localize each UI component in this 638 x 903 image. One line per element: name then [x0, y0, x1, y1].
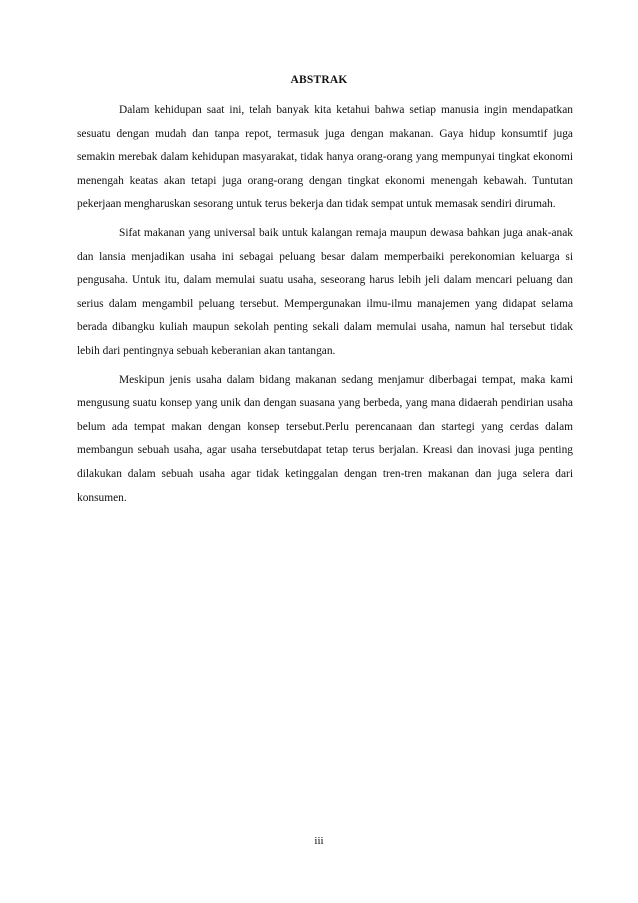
page-number: iii [314, 835, 324, 847]
page-title: ABSTRAK [290, 74, 348, 86]
paragraph-3: Meskipun jenis usaha dalam bidang makanan sedang menjamur diberbagai tempat, maka kami mengusung suatu konsep yang unik dan dengan suasana yang berbeda, yang mana didaerah pendirian usaha belum ada tempat makan dengan konsep tersebut.Perlu perencanaan dan startegi yang cerdas dalam membangun sebuah usaha, agar usaha tersebutdapat tetap terus berjalan. Kreasi dan inovasi juga penting dilakukan dalam sebuah usaha agar tidak ketinggalan dengan tren-tren makanan dan juga selera dari konsumen. [77, 373, 573, 504]
abstract-body [77, 99, 573, 515]
paragraph-2: Sifat makanan yang universal baik untuk kalangan remaja maupun dewasa bahkan juga anak-anak dan lansia menjadikan usaha ini sebagai peluang besar dalam memperbaiki perekonomian keluarga si pengusaha. Untuk itu, dalam memulai suatu usaha, seseorang harus lebih jeli dalam mencari peluang dan serius dalam mengambil peluang tersebut. Mempergunakan ilmu-ilmu manajemen yang didapat selama berada dibangku kuliah maupun sekolah penting sekali dalam memulai usaha, namun hal tersebut tidak lebih dari pentingnya sebuah keberanian akan tantangan. [77, 226, 573, 357]
paragraph-1: Dalam kehidupan saat ini, telah banyak kita ketahui bahwa setiap manusia ingin mendapatkan sesuatu dengan mudah dan tanpa repot, termasuk juga dengan makanan. Gaya hidup konsumtif juga semakin merebak dalam kehidupan masyarakat, tidak hanya orang-orang yang mempunyai tingkat ekonomi menengah keatas akan tetapi juga orang-orang dengan tingkat ekonomi menengah kebawah. Tuntutan pekerjaan mengharuskan sesorang untuk terus bekerja dan tidak sempat untuk memasak sendiri dirumah. [77, 104, 573, 211]
